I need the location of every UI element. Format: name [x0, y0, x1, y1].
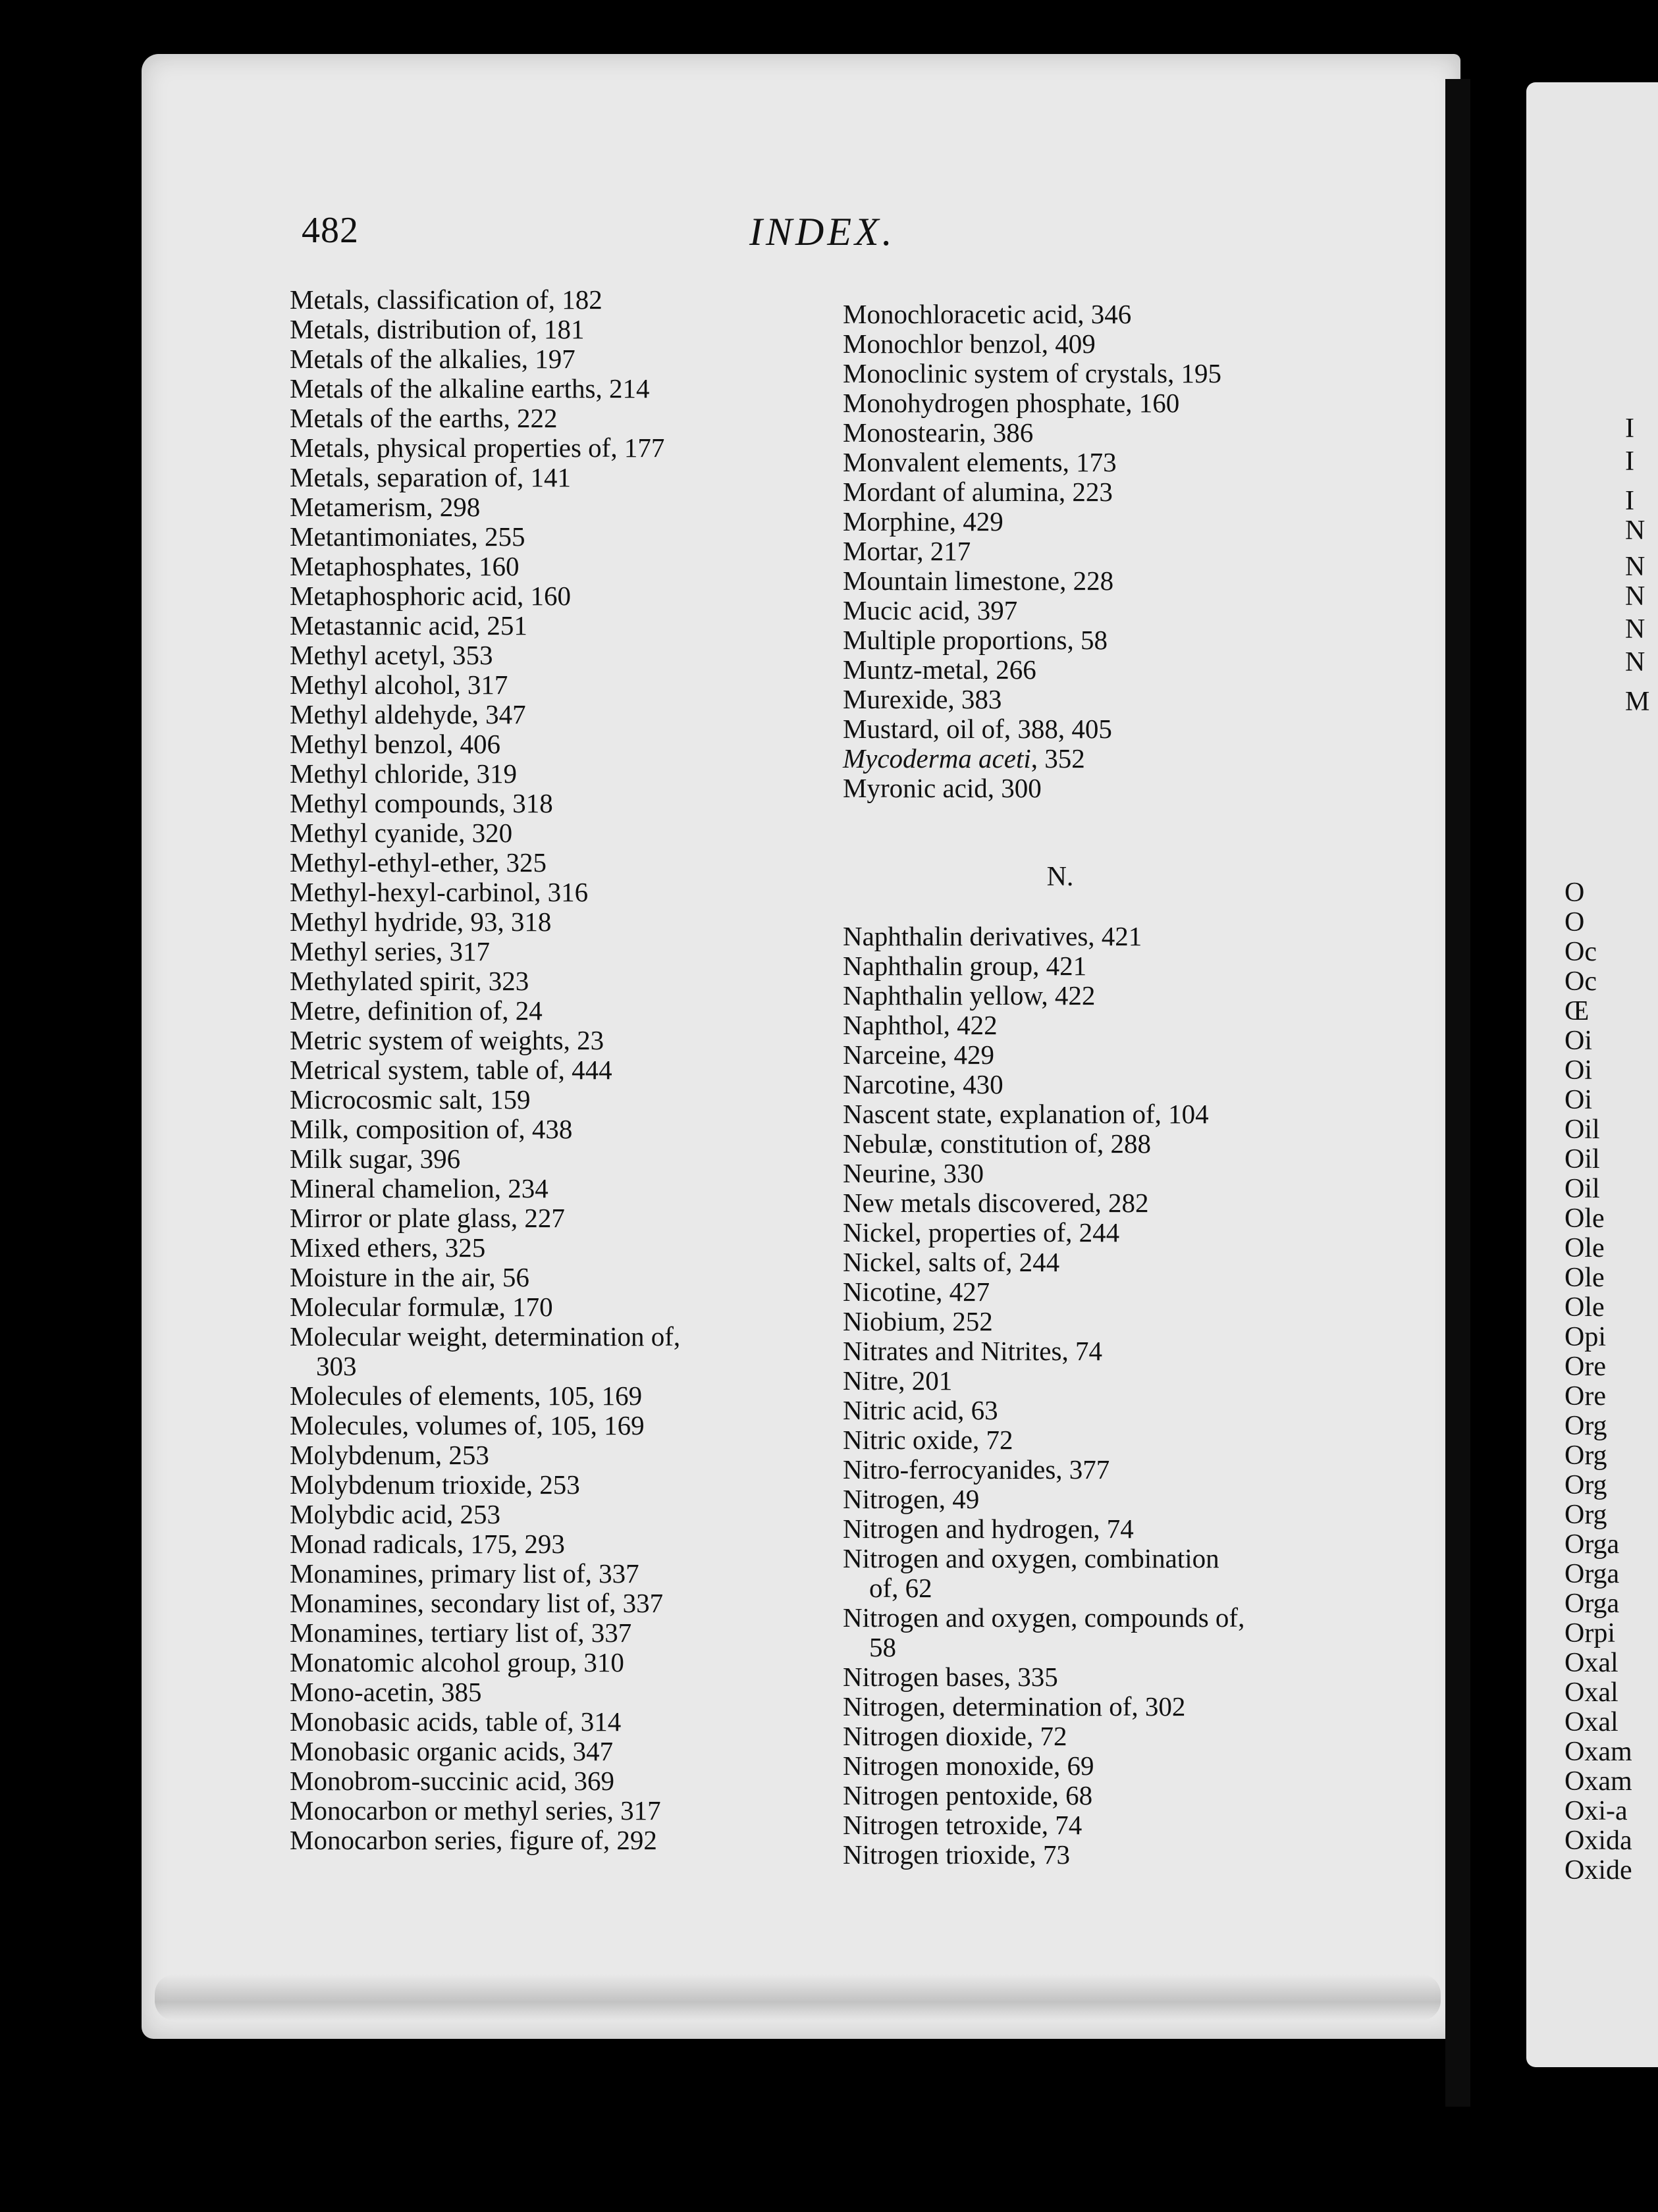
index-entry: Nitrogen bases, 335: [843, 1662, 1058, 1692]
adjacent-page-fragment: M: [1625, 687, 1650, 717]
index-column-left: [290, 285, 790, 1855]
index-entry: Nitrogen monoxide, 69: [843, 1751, 1094, 1781]
index-entry: Nitric oxide, 72: [843, 1425, 1013, 1455]
index-entry: Molecular weight, determination of,: [290, 1321, 681, 1352]
adjacent-page-fragment: Org: [1564, 1440, 1607, 1471]
adjacent-page-fragment: Orga: [1564, 1589, 1620, 1619]
index-entry: Mordant of alumina, 223: [843, 477, 1113, 507]
adjacent-page-fragment: N: [1625, 552, 1645, 582]
index-entry: Metals of the alkaline earths, 214: [290, 373, 650, 404]
adjacent-page-fragment: Oxi-a: [1564, 1796, 1628, 1826]
adjacent-page-fragment: Oxal: [1564, 1707, 1618, 1737]
index-entry: Monocarbon series, figure of, 292: [290, 1825, 657, 1855]
index-entry: Methyl compounds, 318: [290, 788, 553, 818]
index-entry: Nicotine, 427: [843, 1277, 990, 1307]
adjacent-page-fragment: O: [1564, 907, 1585, 937]
index-entry: Metastannic acid, 251: [290, 610, 527, 641]
adjacent-page-fragment: Opi: [1564, 1322, 1606, 1352]
index-entry: Nitrogen, 49: [843, 1484, 980, 1514]
index-entry: Monobrom-succinic acid, 369: [290, 1766, 615, 1796]
adjacent-page-fragment: Oi: [1564, 1026, 1592, 1056]
adjacent-page-fragment: Oxal: [1564, 1677, 1618, 1708]
index-entry: Monochlor benzol, 409: [843, 329, 1096, 359]
index-entry: Naphthalin group, 421: [843, 951, 1087, 981]
index-entry: Nitrogen tetroxide, 74: [843, 1810, 1083, 1840]
adjacent-page-fragment: Ore: [1564, 1381, 1606, 1411]
book-spine: [1445, 79, 1470, 2107]
adjacent-page-fragment: N: [1625, 515, 1645, 546]
index-entry: Metals, classification of, 182: [290, 284, 602, 315]
index-entry: Monochloracetic acid, 346: [843, 299, 1132, 329]
index-entry: Methylated spirit, 323: [290, 966, 529, 996]
entry-page-ref: , 352: [1030, 743, 1085, 774]
adjacent-page-fragment: N: [1625, 647, 1645, 677]
entry-line-1: Nitrogen and oxygen, combination: [843, 1543, 1219, 1573]
index-entry: Metrical system, table of, 444: [290, 1055, 612, 1085]
adjacent-page-fragment: Oxam: [1564, 1766, 1632, 1797]
adjacent-page-fragment: Orga: [1564, 1559, 1620, 1589]
index-entry: Metre, definition of, 24: [290, 995, 543, 1026]
adjacent-page-fragment: Oxal: [1564, 1648, 1618, 1678]
index-column-right: [843, 300, 1370, 1870]
adjacent-page-fragment: Oi: [1564, 1055, 1592, 1086]
index-entry: Nitrogen pentoxide, 68: [843, 1780, 1093, 1810]
adjacent-page-fragment: Orga: [1564, 1529, 1620, 1560]
index-entry: Nitrogen, determination of, 302: [843, 1691, 1186, 1722]
index-entry: Metals of the earths, 222: [290, 403, 558, 433]
index-entry: Nitrogen dioxide, 72: [843, 1721, 1067, 1751]
adjacent-page-fragment: I: [1625, 446, 1634, 477]
index-entry: Mountain limestone, 228: [843, 566, 1114, 596]
adjacent-page-fragment: N: [1625, 614, 1645, 645]
index-entry: Monamines, primary list of, 337: [290, 1558, 639, 1589]
index-entry: New metals discovered, 282: [843, 1188, 1149, 1218]
index-entry: Nitric acid, 63: [843, 1395, 998, 1425]
index-entry: Methyl-hexyl-carbinol, 316: [290, 877, 589, 907]
section-heading-n: N.: [1046, 862, 1074, 892]
index-entry: Monamines, tertiary list of, 337: [290, 1618, 632, 1648]
entry-line-1: Nitrogen and oxygen, compounds of,: [843, 1602, 1245, 1633]
index-entry-wrapped: [843, 1603, 1370, 1662]
index-entry: Methyl chloride, 319: [290, 758, 518, 789]
adjacent-page-fragment: Oc: [1564, 966, 1597, 997]
index-entry: Metals, physical properties of, 177: [290, 433, 665, 463]
index-entry: Mucic acid, 397: [843, 595, 1018, 625]
index-entry: Methyl acetyl, 353: [290, 640, 493, 670]
index-entry: Molybdenum, 253: [290, 1440, 489, 1470]
index-entry: Mustard, oil of, 388, 405: [843, 714, 1112, 744]
index-entry: Nebulæ, constitution of, 288: [843, 1128, 1152, 1159]
adjacent-page-fragment: Ore: [1564, 1352, 1606, 1382]
index-entry: Murexide, 383: [843, 684, 1002, 714]
index-entry: Molybdic acid, 253: [290, 1499, 500, 1529]
index-entry: Nickel, salts of, 244: [843, 1247, 1060, 1277]
index-entry: Naphthalin yellow, 422: [843, 980, 1096, 1011]
adjacent-page-fragment: Oil: [1564, 1115, 1600, 1145]
index-entry: Monobasic organic acids, 347: [290, 1736, 614, 1766]
index-entry: Methyl-ethyl-ether, 325: [290, 847, 547, 878]
adjacent-page-fragment: Oxam: [1564, 1737, 1632, 1767]
index-entry: Myronic acid, 300: [843, 773, 1042, 803]
index-entry: Metals, distribution of, 181: [290, 314, 585, 344]
adjacent-page-fragment: Org: [1564, 1411, 1607, 1441]
section-gap: [843, 803, 1370, 862]
index-entry: Metaphosphates, 160: [290, 551, 520, 581]
entry-line-2: of, 62: [869, 1573, 932, 1603]
index-entry: Moisture in the air, 56: [290, 1262, 529, 1292]
index-entry: Mineral chamelion, 234: [290, 1173, 548, 1203]
index-entry: Narcotine, 430: [843, 1069, 1003, 1099]
index-entry: Mixed ethers, 325: [290, 1232, 486, 1263]
index-entry: Nascent state, explanation of, 104: [843, 1099, 1209, 1129]
index-entry: Nitrogen trioxide, 73: [843, 1839, 1071, 1870]
index-entry: Milk, composition of, 438: [290, 1114, 573, 1144]
adjacent-page-fragment: Œ: [1564, 996, 1590, 1026]
index-entry: Muntz-metal, 266: [843, 654, 1036, 685]
index-entry: Metaphosphoric acid, 160: [290, 581, 571, 611]
adjacent-page-fragment: Oc: [1564, 937, 1597, 967]
index-entry-wrapped: [843, 1544, 1370, 1603]
page-number: 482: [302, 210, 359, 251]
index-entry: Molecules of elements, 105, 169: [290, 1381, 643, 1411]
index-entry: Mirror or plate glass, 227: [290, 1203, 565, 1233]
index-entry: Metals of the alkalies, 197: [290, 344, 575, 374]
index-entry: Methyl hydride, 93, 318: [290, 907, 552, 937]
adjacent-page-fragment: Ole: [1564, 1263, 1605, 1293]
running-title: INDEX.: [749, 210, 896, 253]
index-entry: Monocarbon or methyl series, 317: [290, 1795, 661, 1826]
index-entry: Metric system of weights, 23: [290, 1025, 604, 1055]
adjacent-page-fragment: Org: [1564, 1470, 1607, 1500]
adjacent-page-fragment: Ole: [1564, 1233, 1605, 1263]
index-entry: Molybdenum trioxide, 253: [290, 1469, 580, 1500]
adjacent-page-fragment: Oil: [1564, 1174, 1600, 1204]
index-entry: Monamines, secondary list of, 337: [290, 1588, 664, 1618]
index-entry: Narceine, 429: [843, 1040, 994, 1070]
index-entry: Multiple proportions, 58: [843, 625, 1108, 655]
index-entry: Mortar, 217: [843, 536, 971, 566]
index-entry: Nitrogen and hydrogen, 74: [843, 1514, 1134, 1544]
index-entry: Metamerism, 298: [290, 492, 481, 522]
index-entry: Niobium, 252: [843, 1306, 993, 1336]
index-entry: Monatomic alcohol group, 310: [290, 1647, 624, 1677]
index-entry: Methyl benzol, 406: [290, 729, 500, 759]
entry-line-2: 58: [869, 1632, 896, 1662]
adjacent-page-fragment: Oxida: [1564, 1826, 1632, 1856]
adjacent-page-fragment: Oxide: [1564, 1855, 1632, 1885]
adjacent-page-fragment: O: [1564, 878, 1585, 908]
index-entry: Methyl cyanide, 320: [290, 818, 513, 848]
index-entry: Monoclinic system of crystals, 195: [843, 358, 1222, 388]
index-entry: Milk sugar, 396: [290, 1144, 461, 1174]
index-entry: Microcosmic salt, 159: [290, 1084, 531, 1115]
adjacent-page-fragment: I: [1625, 486, 1634, 516]
index-entry: Metals, separation of, 141: [290, 462, 571, 492]
index-entry: Morphine, 429: [843, 506, 1003, 537]
adjacent-page-fragment: Orpi: [1564, 1618, 1615, 1648]
adjacent-page-fragment: Ole: [1564, 1292, 1605, 1323]
adjacent-page-fragment: Ole: [1564, 1203, 1605, 1234]
index-entry: Nitre, 201: [843, 1365, 953, 1396]
index-entry: Mono-acetin, 385: [290, 1677, 482, 1707]
index-entry: Naphthalin derivatives, 421: [843, 921, 1142, 951]
index-entry: Methyl series, 317: [290, 936, 491, 966]
index-entry: Nitro-ferrocyanides, 377: [843, 1454, 1110, 1485]
index-entry: Monvalent elements, 173: [843, 447, 1117, 477]
index-entry: Methyl aldehyde, 347: [290, 699, 526, 729]
index-entry: 303: [316, 1351, 357, 1381]
adjacent-page: [1526, 82, 1658, 2067]
index-entry: Monohydrogen phosphate, 160: [843, 388, 1180, 418]
adjacent-page-fragment: N: [1625, 581, 1645, 612]
entry-italic-name: Mycoderma aceti: [843, 743, 1031, 774]
index-entry: Neurine, 330: [843, 1158, 984, 1188]
index-entry: Naphthol, 422: [843, 1010, 998, 1040]
index-entry: Molecular formulæ, 170: [290, 1292, 553, 1322]
index-entry: Monobasic acids, table of, 314: [290, 1706, 622, 1737]
index-entry: Monostearin, 386: [843, 417, 1034, 448]
index-entry: Monad radicals, 175, 293: [290, 1529, 565, 1559]
index-entry: Nitrates and Nitrites, 74: [843, 1336, 1102, 1366]
adjacent-page-fragment: I: [1625, 413, 1634, 444]
page-header: [302, 209, 1421, 262]
index-entry: Metantimoniates, 255: [290, 521, 525, 552]
adjacent-page-fragment: Oil: [1564, 1144, 1600, 1174]
page-bottom-edge: [155, 1974, 1441, 2020]
index-entry: Molecules, volumes of, 105, 169: [290, 1410, 645, 1440]
index-entry: Nickel, properties of, 244: [843, 1217, 1120, 1248]
index-entry: Methyl alcohol, 317: [290, 670, 508, 700]
adjacent-page-fragment: Oi: [1564, 1085, 1592, 1115]
adjacent-page-fragment: Org: [1564, 1500, 1607, 1530]
index-entry: [843, 744, 1370, 774]
